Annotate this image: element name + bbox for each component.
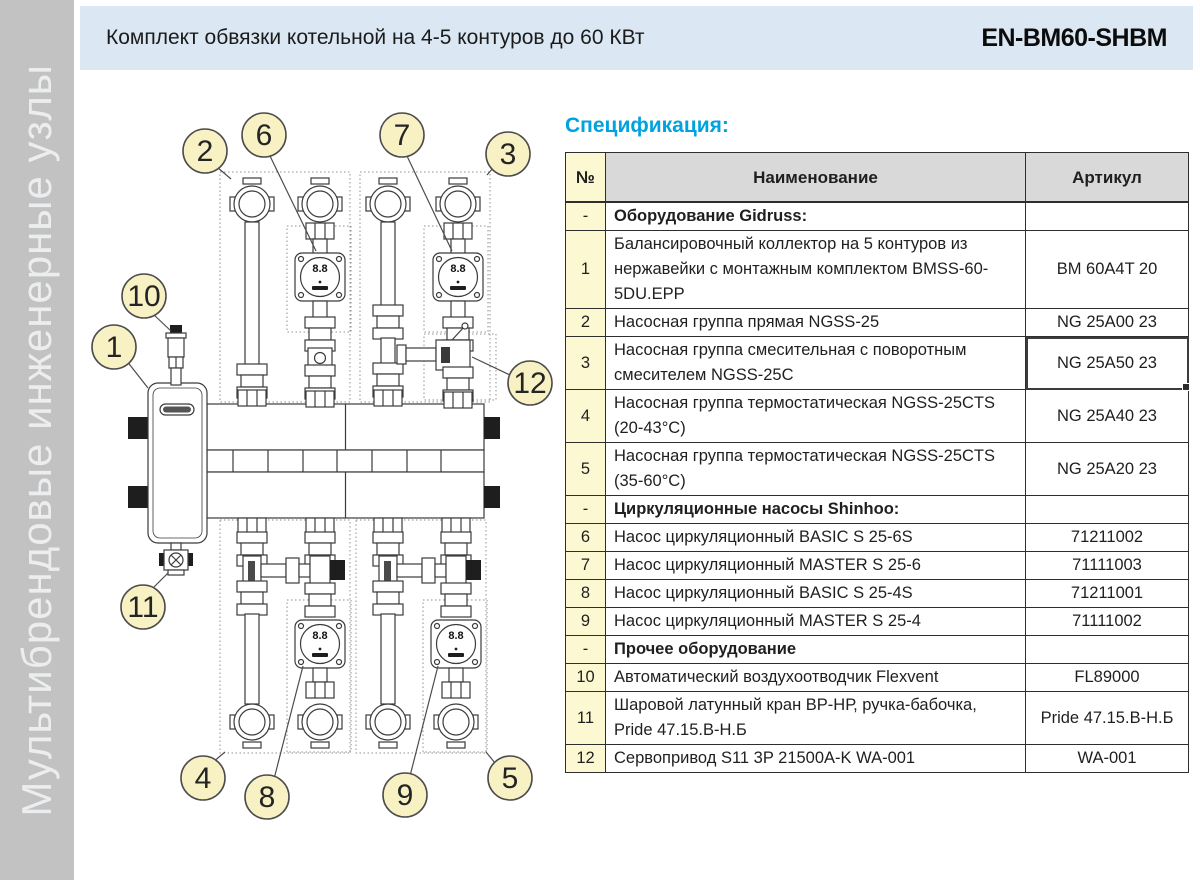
svg-text:1: 1 (105, 331, 123, 364)
row-number-cell: - (566, 496, 606, 524)
item-name-cell: Циркуляционные насосы Shinhoo: (606, 496, 1026, 524)
item-name-cell: Автоматический воздухоотводчик Flexvent (606, 664, 1026, 692)
article-cell: 71211001 (1026, 580, 1189, 608)
callout-5 (488, 756, 532, 800)
table-row (566, 309, 1189, 337)
article-cell: Pride 47.15.В-Н.Б (1026, 692, 1189, 745)
table-row (566, 202, 1189, 231)
row-number-cell: 4 (566, 390, 606, 443)
column-header-num: № (566, 153, 606, 203)
row-number-cell: 8 (566, 580, 606, 608)
row-number-cell: 12 (566, 745, 606, 773)
page-title: Комплект обвязки котельной на 4-5 контуров до 60 КВт (106, 26, 645, 49)
table-row (566, 496, 1189, 524)
svg-text:6: 6 (255, 119, 273, 152)
item-name-cell: Прочее оборудование (606, 636, 1026, 664)
table-header-row (566, 153, 1189, 203)
item-name-cell: Балансировочный коллектор на 5 контуров из нержавейки с монтажным комплектом BMSS-60-5DU.EPP (606, 231, 1026, 309)
row-number-cell: 7 (566, 552, 606, 580)
row-number-cell: - (566, 202, 606, 231)
callout-3 (486, 132, 530, 176)
item-name-cell: Насосная группа смесительная с поворотным смесителем NGSS-25C (606, 337, 1026, 390)
row-number-cell: 5 (566, 443, 606, 496)
row-number-cell: 1 (566, 231, 606, 309)
item-name-cell: Насос циркуляционный BASIC S 25-4S (606, 580, 1026, 608)
drain-ball-valve (159, 543, 193, 575)
callout-6 (242, 113, 286, 157)
table-row (566, 552, 1189, 580)
table-row (566, 692, 1189, 745)
item-name-cell: Насосная группа термостатическая NGSS-25CTS (20-43°C) (606, 390, 1026, 443)
svg-text:5: 5 (501, 762, 519, 795)
table-row (566, 390, 1189, 443)
pump-8-display: 8.8 (312, 630, 328, 642)
pump-group-4 (220, 518, 351, 753)
svg-text:7: 7 (393, 119, 411, 152)
article-cell: 71111003 (1026, 552, 1189, 580)
svg-text:8: 8 (258, 781, 276, 814)
spec-table (565, 152, 1189, 773)
pump-7-display: 8.8 (450, 263, 466, 275)
svg-text:3: 3 (499, 138, 517, 171)
table-row (566, 337, 1189, 390)
item-name-cell: Оборудование Gidruss: (606, 202, 1026, 231)
item-name-cell: Шаровой латунный кран ВР-НР, ручка-бабочка, Pride 47.15.В-Н.Б (606, 692, 1026, 745)
article-cell: WA-001 (1026, 745, 1189, 773)
article-cell-selected: NG 25A50 23 (1026, 337, 1189, 390)
row-number-cell: 6 (566, 524, 606, 552)
item-name-cell: Насос циркуляционный MASTER S 25-6 (606, 552, 1026, 580)
callout-4 (181, 756, 225, 800)
column-header-name: Наименование (606, 153, 1026, 203)
item-name-cell: Насосная группа термостатическая NGSS-25CTS (35-60°C) (606, 443, 1026, 496)
svg-text:9: 9 (396, 779, 414, 812)
article-cell (1026, 202, 1189, 231)
callout-7 (380, 113, 424, 157)
article-cell: 71211002 (1026, 524, 1189, 552)
row-number-cell: 11 (566, 692, 606, 745)
item-name-cell: Насос циркуляционный MASTER S 25-4 (606, 608, 1026, 636)
table-row (566, 580, 1189, 608)
air-vent (166, 325, 186, 385)
svg-text:10: 10 (127, 280, 161, 313)
callout-10 (122, 274, 166, 318)
spec-heading: Спецификация: (565, 114, 729, 137)
pump-6 (295, 253, 345, 301)
row-number-cell: - (566, 636, 606, 664)
hydraulic-separator (128, 383, 207, 543)
callout-9 (383, 773, 427, 817)
balancing-manifold (207, 404, 500, 518)
model-code: EN-BM60-SHBM (981, 23, 1167, 52)
callout-12 (508, 361, 552, 405)
table-row (566, 524, 1189, 552)
article-cell: 71111002 (1026, 608, 1189, 636)
article-cell (1026, 496, 1189, 524)
article-cell: NG 25A40 23 (1026, 390, 1189, 443)
callout-8 (245, 775, 289, 819)
svg-text:12: 12 (513, 367, 547, 400)
row-number-cell: 2 (566, 309, 606, 337)
table-row (566, 608, 1189, 636)
row-number-cell: 9 (566, 608, 606, 636)
item-name-cell: Насос циркуляционный BASIC S 25-6S (606, 524, 1026, 552)
callout-2 (183, 129, 227, 173)
article-cell: BM 60A4T 20 (1026, 231, 1189, 309)
pump-group-5 (356, 518, 487, 753)
table-row (566, 443, 1189, 496)
item-name-cell: Сервопривод S11 3P 21500A-K WA-001 (606, 745, 1026, 773)
callout-11 (121, 585, 165, 629)
piping-diagram (85, 95, 565, 885)
table-row (566, 664, 1189, 692)
row-number-cell: 10 (566, 664, 606, 692)
pump-7 (433, 253, 483, 301)
table-row (566, 231, 1189, 309)
callout-1 (92, 325, 136, 369)
item-name-cell: Насосная группа прямая NGSS-25 (606, 309, 1026, 337)
article-cell: FL89000 (1026, 664, 1189, 692)
table-row (566, 745, 1189, 773)
article-cell (1026, 636, 1189, 664)
column-header-article: Артикул (1026, 153, 1189, 203)
pump-6-display: 8.8 (312, 263, 328, 275)
brand-sidebar (0, 0, 74, 880)
row-number-cell: 3 (566, 337, 606, 390)
article-cell: NG 25A00 23 (1026, 309, 1189, 337)
svg-text:11: 11 (127, 591, 159, 624)
brand-sidebar-label: Мультибрендовые инженерные узлы (13, 63, 60, 817)
svg-text:4: 4 (194, 762, 212, 795)
pump-9-display: 8.8 (448, 630, 464, 642)
page-header (80, 6, 1193, 70)
article-cell: NG 25A20 23 (1026, 443, 1189, 496)
svg-text:2: 2 (196, 135, 214, 168)
table-row (566, 636, 1189, 664)
